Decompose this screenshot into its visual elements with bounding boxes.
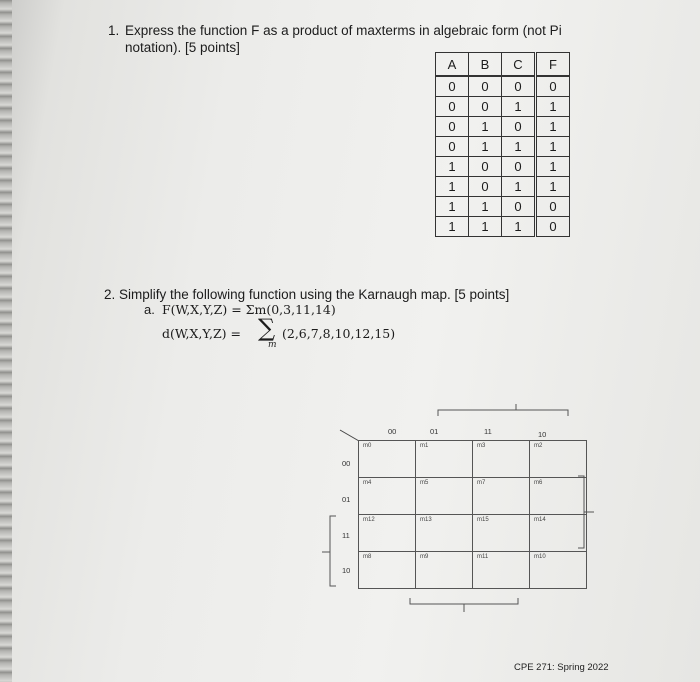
minterm-label: m8: [363, 554, 372, 560]
course-footer: CPE 271: Spring 2022: [514, 662, 609, 673]
question-1-number: 1.: [108, 23, 120, 38]
kmap-cell: [416, 441, 473, 478]
minterm-label: m6: [534, 480, 543, 486]
kmap-cell: [473, 552, 530, 589]
truth-table-cell: 0: [502, 157, 536, 177]
sigma-subscript: m: [268, 340, 277, 350]
truth-table-cell: 0: [536, 217, 570, 237]
kmap-cell: [416, 478, 473, 515]
truth-table-cell: 1: [469, 117, 502, 137]
truth-table-cell: 0: [536, 76, 570, 97]
truth-table-cell: 0: [469, 177, 502, 197]
kmap-cell: [359, 552, 416, 589]
kmap-cell: [473, 441, 530, 478]
truth-table-cell: 0: [502, 117, 536, 137]
part-a-label: a.: [144, 302, 155, 317]
d-terms: (2,6,7,8,10,12,15): [282, 326, 396, 341]
truth-table-cell: 0: [469, 97, 502, 117]
top-bracket: [438, 410, 568, 416]
truth-table-cell: 1: [469, 197, 502, 217]
f-expression: F(W,X,Y,Z) = Σm(0,3,11,14): [162, 302, 336, 317]
kmap-row-label-01: 01: [342, 495, 351, 504]
sigma-symbol: ∑: [258, 314, 276, 342]
minterm-label: m0: [363, 443, 372, 449]
truth-table-cell: 1: [536, 97, 570, 117]
minterm-label: m9: [420, 554, 429, 560]
minterm-label: m13: [420, 517, 432, 523]
question-2-text: Simplify the following function using the Karnaugh map. [5 points]: [119, 287, 510, 302]
truth-table-cell: 1: [536, 117, 570, 137]
minterm-label: m4: [363, 480, 372, 486]
kmap-cell: [359, 478, 416, 515]
minterm-label: m1: [420, 443, 429, 449]
truth-table-cell: 0: [436, 117, 469, 137]
kmap-col-label-10: 10: [538, 430, 547, 439]
kmap-cell: [473, 515, 530, 552]
minterm-label: m5: [420, 480, 429, 486]
question-2-number: 2.: [104, 287, 116, 302]
truth-table-cell: 1: [536, 177, 570, 197]
truth-table-cell: 1: [436, 217, 469, 237]
minterm-label: m10: [534, 554, 546, 560]
question-1-line-2: notation). [5 points]: [125, 40, 240, 55]
truth-table-cell: 0: [469, 157, 502, 177]
truth-table-cell: 1: [502, 97, 536, 117]
truth-table-cell: 1: [502, 177, 536, 197]
bottom-bracket: [410, 598, 518, 604]
truth-table-cell: 0: [436, 76, 469, 97]
truth-table-header: C: [502, 53, 536, 77]
minterm-label: m3: [477, 443, 486, 449]
kmap-cell: [530, 478, 587, 515]
truth-table-cell: 0: [536, 197, 570, 217]
truth-table-header: B: [469, 53, 502, 77]
kmap-cell: [416, 552, 473, 589]
truth-table-cell: 0: [436, 137, 469, 157]
truth-table-cell: 1: [502, 217, 536, 237]
minterm-label: m12: [363, 517, 375, 523]
minterm-label: m15: [477, 517, 489, 523]
truth-table-cell: 0: [469, 76, 502, 97]
kmap-row-label-10: 10: [342, 566, 351, 575]
kmap-row: [359, 478, 587, 515]
minterm-label: m2: [534, 443, 543, 449]
kmap-row-label-11: 11: [342, 531, 350, 540]
truth-table-cell: 1: [502, 137, 536, 157]
truth-table-header: A: [436, 53, 469, 77]
truth-table-header: F: [536, 53, 570, 77]
kmap-cell: [416, 515, 473, 552]
kmap-row: [359, 441, 587, 478]
kmap-col-label-00: 00: [388, 427, 397, 436]
truth-table-cell: 1: [436, 197, 469, 217]
minterm-label: m7: [477, 480, 486, 486]
truth-table-cell: 0: [502, 76, 536, 97]
truth-table-cell: 1: [436, 157, 469, 177]
kmap-cell: [473, 478, 530, 515]
kmap-col-label-11: 11: [484, 427, 492, 436]
kmap-cell: [359, 441, 416, 478]
kmap-corner-diagonal: [340, 430, 359, 441]
kmap-row-label-00: 00: [342, 459, 351, 468]
kmap-col-label-01: 01: [430, 427, 439, 436]
d-expression-lhs: d(W,X,Y,Z) =: [162, 326, 242, 341]
kmap-cell: [359, 515, 416, 552]
truth-table-cell: 1: [436, 177, 469, 197]
truth-table-cell: 1: [536, 157, 570, 177]
left-bracket: [330, 516, 336, 586]
minterm-label: m11: [477, 554, 489, 560]
kmap-cell: [530, 552, 587, 589]
karnaugh-map: [358, 440, 587, 589]
question-1-line-1: Express the function F as a product of maxterms in algebraic form (not Pi: [125, 23, 562, 38]
truth-table-cell: 0: [436, 97, 469, 117]
kmap-cell: [530, 441, 587, 478]
truth-table-cell: 1: [469, 217, 502, 237]
kmap-cell: [530, 515, 587, 552]
truth-table-cell: 0: [502, 197, 536, 217]
truth-table-cell: 1: [469, 137, 502, 157]
minterm-label: m14: [534, 517, 546, 523]
truth-table-cell: 1: [536, 137, 570, 157]
kmap-row: [359, 515, 587, 552]
kmap-row: [359, 552, 587, 589]
